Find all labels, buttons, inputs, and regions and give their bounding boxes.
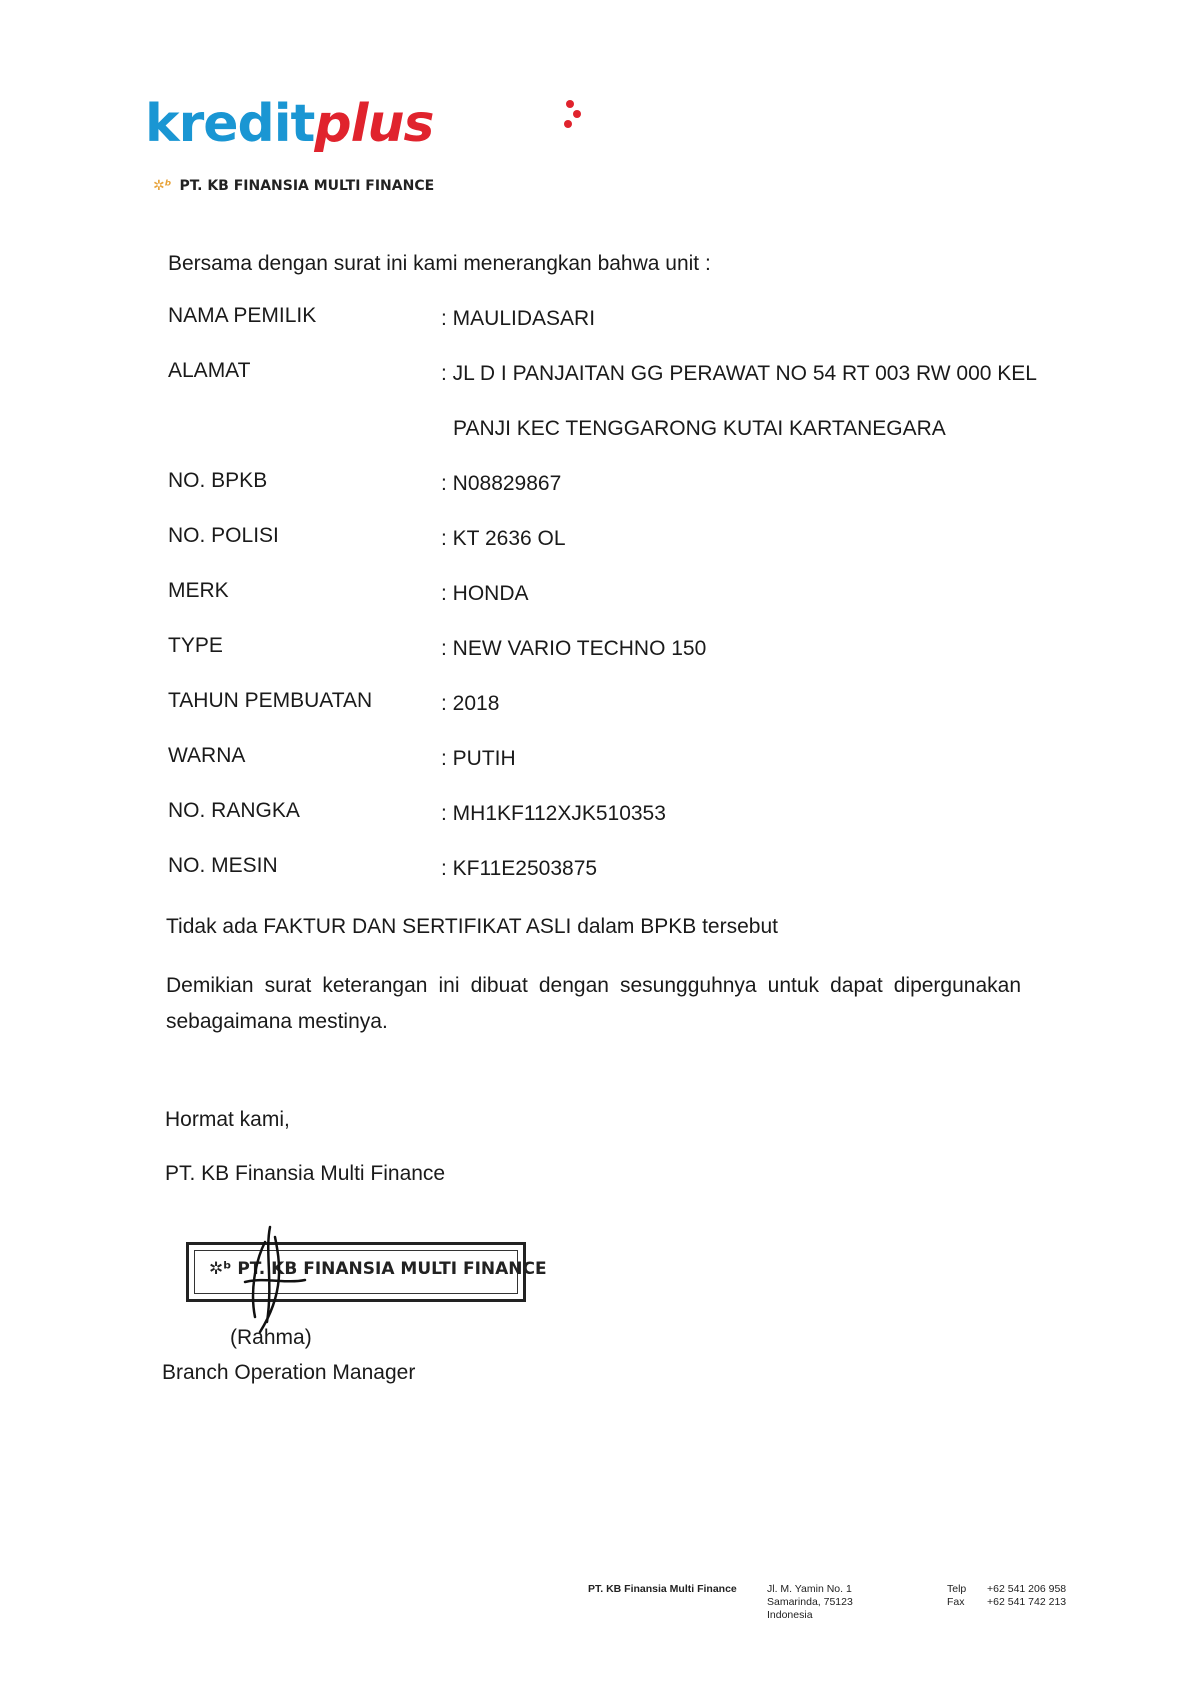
- field-label: NO. POLISI: [168, 524, 279, 547]
- field-value: : MAULIDASARI: [441, 307, 596, 330]
- footer-address-line: Samarinda, 75123: [767, 1596, 853, 1608]
- logo-wordmark: [145, 94, 434, 154]
- field-row-address: [168, 359, 1068, 469]
- kb-stamp-icon: ✲ᵇ: [209, 1259, 238, 1279]
- address-line-2: PANJI KEC TENGGARONG KUTAI KARTANEGARA: [453, 417, 946, 440]
- logo-dots-icon: [555, 98, 585, 143]
- company-name: PT. KB Finansia Multi Finance: [165, 1162, 446, 1185]
- intro-text: Bersama dengan surat ini kami menerangkan bahwa unit :: [168, 252, 711, 275]
- footer-company: PT. KB Finansia Multi Finance: [588, 1583, 737, 1595]
- field-value: : KF11E2503875: [441, 857, 598, 880]
- footer-fax: [947, 1596, 1066, 1609]
- footer-contact: [947, 1583, 1066, 1609]
- logo-word-kredit: kredit: [145, 94, 315, 154]
- logo-subtitle: [153, 178, 434, 194]
- signature-mark: [225, 1222, 315, 1342]
- kreditplus-logo: [145, 94, 435, 194]
- field-label: NAMA PEMILIK: [168, 304, 317, 327]
- stamp-label: PT. KB FINANSIA MULTI FINANCE: [237, 1259, 547, 1279]
- logo-word-plus: plus: [314, 94, 434, 154]
- kb-logo-icon: ✲ᵇ: [153, 178, 172, 194]
- faktur-note: Tidak ada FAKTUR DAN SERTIFIKAT ASLI dalam BPKB tersebut: [166, 915, 778, 938]
- footer-address-line: Jl. M. Yamin No. 1: [767, 1583, 852, 1595]
- field-label: TYPE: [168, 634, 223, 657]
- field-label: MERK: [168, 579, 229, 602]
- telp-label: Telp: [947, 1583, 967, 1595]
- unit-details: [168, 304, 1068, 909]
- field-value: : HONDA: [441, 582, 529, 605]
- address-line-1: : JL D I PANJAITAN GG PERAWAT NO 54 RT 003 RW 000 KEL: [441, 362, 1037, 385]
- signer-name: (Rahma): [230, 1326, 312, 1349]
- field-value: : MH1KF112XJK510353: [441, 802, 666, 825]
- footer-telp: [947, 1583, 1066, 1596]
- field-label: ALAMAT: [168, 359, 251, 382]
- field-label: NO. RANGKA: [168, 799, 300, 822]
- field-row: [168, 854, 1068, 909]
- closing-paragraph: Demikian surat keterangan ini dibuat dengan sesungguhnya untuk dapat dipergunakan sebagaimana mestinya.: [166, 974, 1021, 1033]
- field-label: NO. BPKB: [168, 469, 268, 492]
- field-value: : N08829867: [441, 472, 562, 495]
- signer-position: Branch Operation Manager: [162, 1361, 416, 1384]
- field-value: : PUTIH: [441, 747, 516, 770]
- telp-number: +62 541 206 958: [987, 1583, 1067, 1595]
- fax-number: +62 541 742 213: [987, 1596, 1067, 1608]
- field-value: [441, 346, 1061, 456]
- logo-subtitle-text: PT. KB FINANSIA MULTI FINANCE: [179, 178, 435, 194]
- field-label: WARNA: [168, 744, 246, 767]
- field-value: : NEW VARIO TECHNO 150: [441, 637, 707, 660]
- footer-address: [767, 1583, 853, 1622]
- field-value: : 2018: [441, 692, 500, 715]
- footer-address-line: Indonesia: [767, 1609, 813, 1621]
- field-value: : KT 2636 OL: [441, 527, 566, 550]
- field-label: TAHUN PEMBUATAN: [168, 689, 373, 712]
- salutation: Hormat kami,: [165, 1108, 290, 1131]
- field-label: NO. MESIN: [168, 854, 278, 877]
- fax-label: Fax: [947, 1596, 965, 1608]
